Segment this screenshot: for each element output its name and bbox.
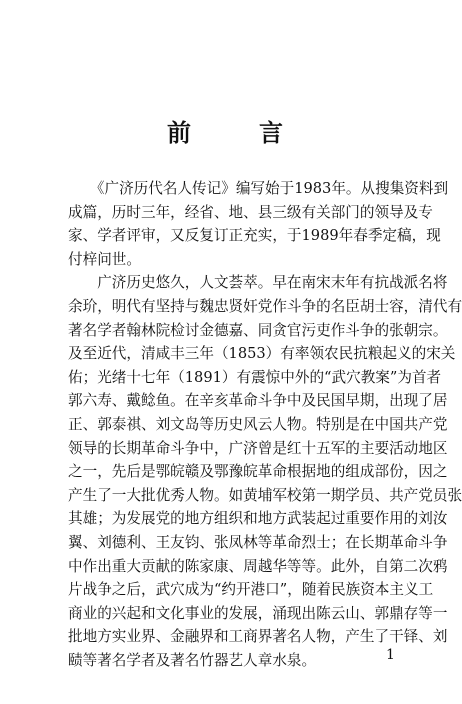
text-line: 批地方实业界、金融界和工商界著名人物，产生了干铎、刘 — [68, 628, 448, 646]
text-line: 付梓问世。 — [68, 250, 141, 268]
text-line: 《广济历代名人传记》编写始于1983年。从搜集资料到 — [68, 180, 449, 197]
text-line: 其雄；为发展党的地方组织和地方武装起过重要作用的刘汝 — [68, 510, 448, 528]
text-line: 佑；光绪十七年（1891）有震惊中外的“武穴教案”为首者 — [68, 368, 442, 386]
text-line: 余玠，明代有坚持与魏忠贤奸党作斗争的名臣胡士容，清代有 — [68, 297, 462, 315]
text-line: 领导的长期革命斗争中，广济曾是红十五军的主要活动地区 — [68, 439, 448, 457]
text-line: 及至近代，清咸丰三年（1853）有率领农民抗粮起义的宋关 — [68, 345, 456, 363]
text-line: 商业的兴起和文化事业的发展，涌现出陈云山、郭鼎存等一 — [68, 604, 448, 622]
text-line: 之一，先后是鄂皖赣及鄂豫皖革命根据地的组成部份，因之 — [68, 463, 448, 481]
text-line: 郭六寿、戴鲶鱼。在辛亥革命斗争中及民国早期，出现了居 — [68, 392, 448, 410]
text-line: 产生了一大批优秀人物。如黄埔军校第一期学员、共产党员张 — [68, 486, 462, 504]
text-line: 家、学者评审，又反复订正充实，于1989年春季定稿，现 — [68, 227, 441, 245]
preface-body-text — [68, 177, 462, 672]
text-line: 广济历史悠久，人文荟萃。早在南宋末年有抗战派名将 — [68, 274, 448, 292]
text-line: 正、郭泰祺、刘文岛等历史风云人物。特别是在中国共产党 — [68, 415, 448, 433]
text-line: 成篇，历时三年，经省、地、县三级有关部门的领导及专 — [68, 203, 433, 221]
text-line: 中作出重大贡献的陈家康、周越华等等。此外，自第二次鸦 — [68, 557, 448, 575]
text-line: 翼、刘德利、王友钧、张凤林等革命烈士；在长期革命斗争 — [68, 533, 448, 551]
text-line: 著名学者翰林院检讨金德嘉、同贪官污吏作斗争的张朝宗。 — [68, 321, 448, 339]
page-number: 1 — [386, 647, 395, 663]
text-line: 片战争之后，武穴成为“约开港口”，随着民族资本主义工 — [68, 581, 434, 599]
text-line: 赜等著名学者及著名竹器艺人章水泉。 — [68, 651, 317, 669]
page-title: 前 言 — [167, 118, 305, 147]
